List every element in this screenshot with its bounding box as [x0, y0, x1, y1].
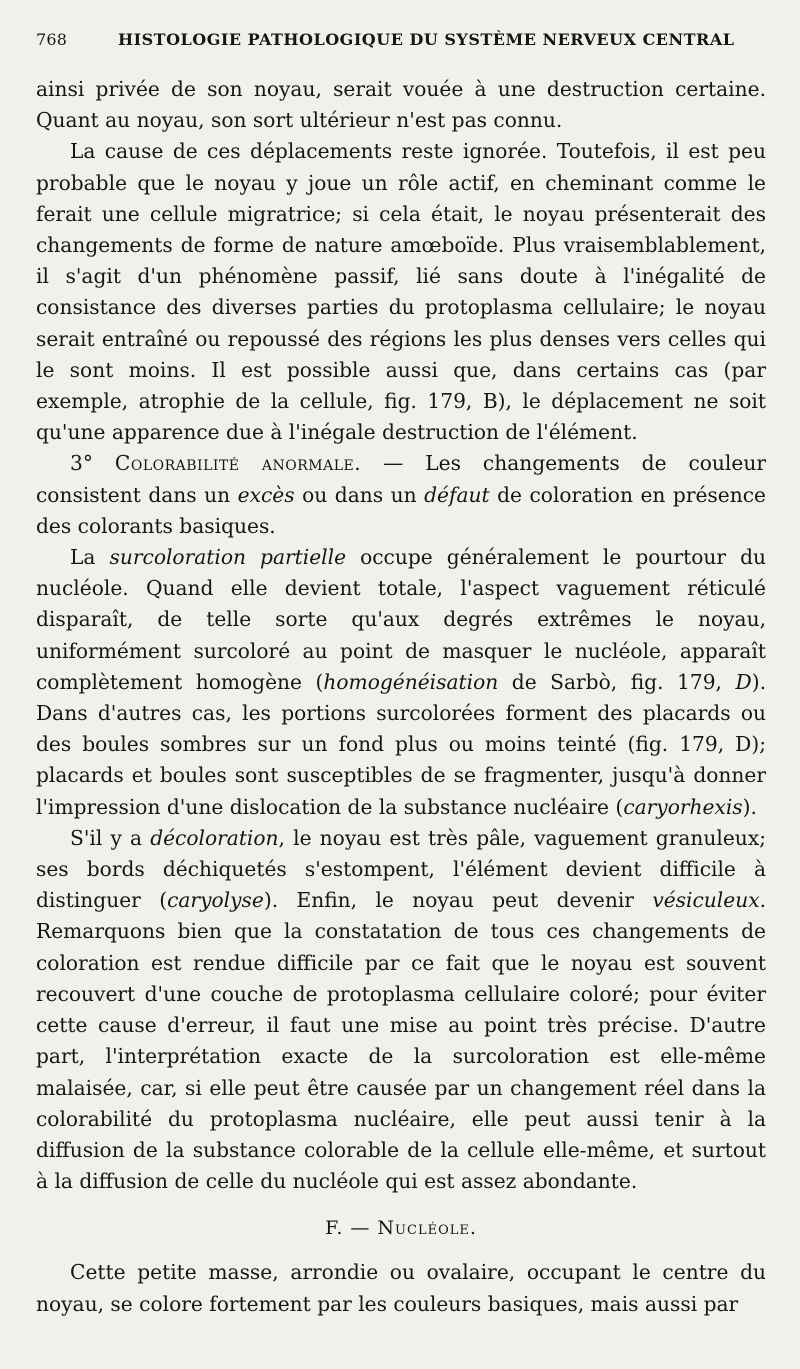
paragraph-3-text-2: ou dans un — [294, 482, 425, 507]
term-vesiculeux: vésiculeux — [652, 888, 760, 913]
paragraph-1: ainsi privée de son noyau, serait vouée à une destruction certaine. Quant au noyau, son sort ultérieur n'est pas connu. — [36, 77, 766, 133]
paragraph-4-text-1: La — [70, 545, 110, 570]
paragraph-4-text-4: ). Dans d'autres cas, les portions surcolorées forment des placards ou des boules sombres sur un fond plus ou moins teinté (fig. 179, D); placards et boules sont susceptibles de se fragmenter, jusqu'à donner l'impression d'une dislocation de la substance nucléaire ( — [36, 669, 766, 819]
section-dash: — — [361, 451, 426, 476]
paragraph-5-text-3: ). Enfin, le noyau peut devenir — [263, 888, 653, 913]
paragraph-6: Cette petite masse, arrondie ou ovalaire, occupant le centre du noyau, se colore fortement par les couleurs basiques, mais aussi par — [36, 1260, 766, 1316]
section-title: Colorabilité anormale. — [114, 451, 362, 476]
figure-reference-d: D — [735, 669, 752, 694]
paragraph-3 — [36, 448, 766, 542]
page-header-title: HISTOLOGIE PATHOLOGIQUE DU SYSTÈME NERVEUX CENTRAL — [118, 30, 735, 49]
running-header — [36, 30, 766, 60]
paragraph-5-text-2: , le noyau est très pâle, vaguement granuleux; ses bords déchiquetés s'estompent, l'élément devient difficile à distinguer ( — [36, 825, 766, 913]
term-exces: excès — [237, 482, 295, 507]
page-number: 768 — [36, 30, 68, 49]
paragraph-5-text-4: . Remarquons bien que la constatation de tous ces changements de coloration est rendue difficile par ce fait que le noyau est souvent recouvert d'une couche de protoplasma cellulaire coloré; pour éviter cette cause d'erreur, il faut une mise au point très précise. D'autre part, l'interprétation exacte de la surcoloration est elle-même malaisée, car, si elle peut être causée par un changement réel dans la colorabilité du protoplasma nucléaire, elle peut aussi tenir à la diffusion de la substance colorable de la cellule elle-même, et surtout à la diffusion de celle du nucléole qui est assez abondante. — [36, 888, 767, 1194]
paragraph-2: La cause de ces déplacements reste ignorée. Toutefois, il est peu probable que le noyau y joue un rôle actif, en cheminant comme le ferait une cellule migratrice; si cela était, le noyau présenterait des changements de forme de nature amœboïde. Plus vraisemblablement, il s'agit d'un phénomène passif, lié sans doute à l'inégalité de consistance des diverses parties du protoplasma cellulaire; le noyau serait entraîné ou repoussé des régions les plus denses vers celles qui le sont moins. Il est possible aussi que, dans certains cas (par exemple, atrophie de la cellule, fig. 179, B), le déplacement ne soit qu'une apparence due à l'inégale destruction de l'élément. — [36, 139, 766, 445]
paragraph-4 — [36, 542, 766, 823]
paragraph-5 — [36, 823, 766, 1197]
paragraph-4-text-3: de Sarbò, fig. 179, — [498, 669, 736, 694]
term-defaut: défaut — [424, 482, 490, 507]
paragraph-3-text-1: Les changements de couleur consistent dans un — [36, 451, 766, 507]
term-caryorhexis: caryorhexis — [623, 794, 743, 819]
term-decoloration: décoloration — [150, 825, 279, 850]
term-caryolyse: caryolyse — [167, 888, 264, 913]
paragraph-5-text-1: S'il y a — [70, 825, 151, 850]
section-heading-nucleole: F. — Nucléole. — [325, 1217, 477, 1240]
term-homogeneisation: homogénéisation — [323, 669, 499, 694]
paragraph-4-text-5: ). — [742, 794, 757, 819]
paragraph-4-text-2: occupe généralement le pourtour du nucléole. Quand elle devient totale, l'aspect vaguement réticulé disparaît, de telle sorte qu'aux degrés extrêmes le noyau, uniformément surcoloré au point de masquer le nucléole, apparaît complètement homogène ( — [36, 545, 766, 694]
paragraph-3-text-3: de coloration en présence des colorants basiques. — [36, 482, 766, 538]
section-number: 3° — [70, 451, 93, 476]
term-surcoloration-partielle: surcoloration partielle — [109, 545, 347, 570]
